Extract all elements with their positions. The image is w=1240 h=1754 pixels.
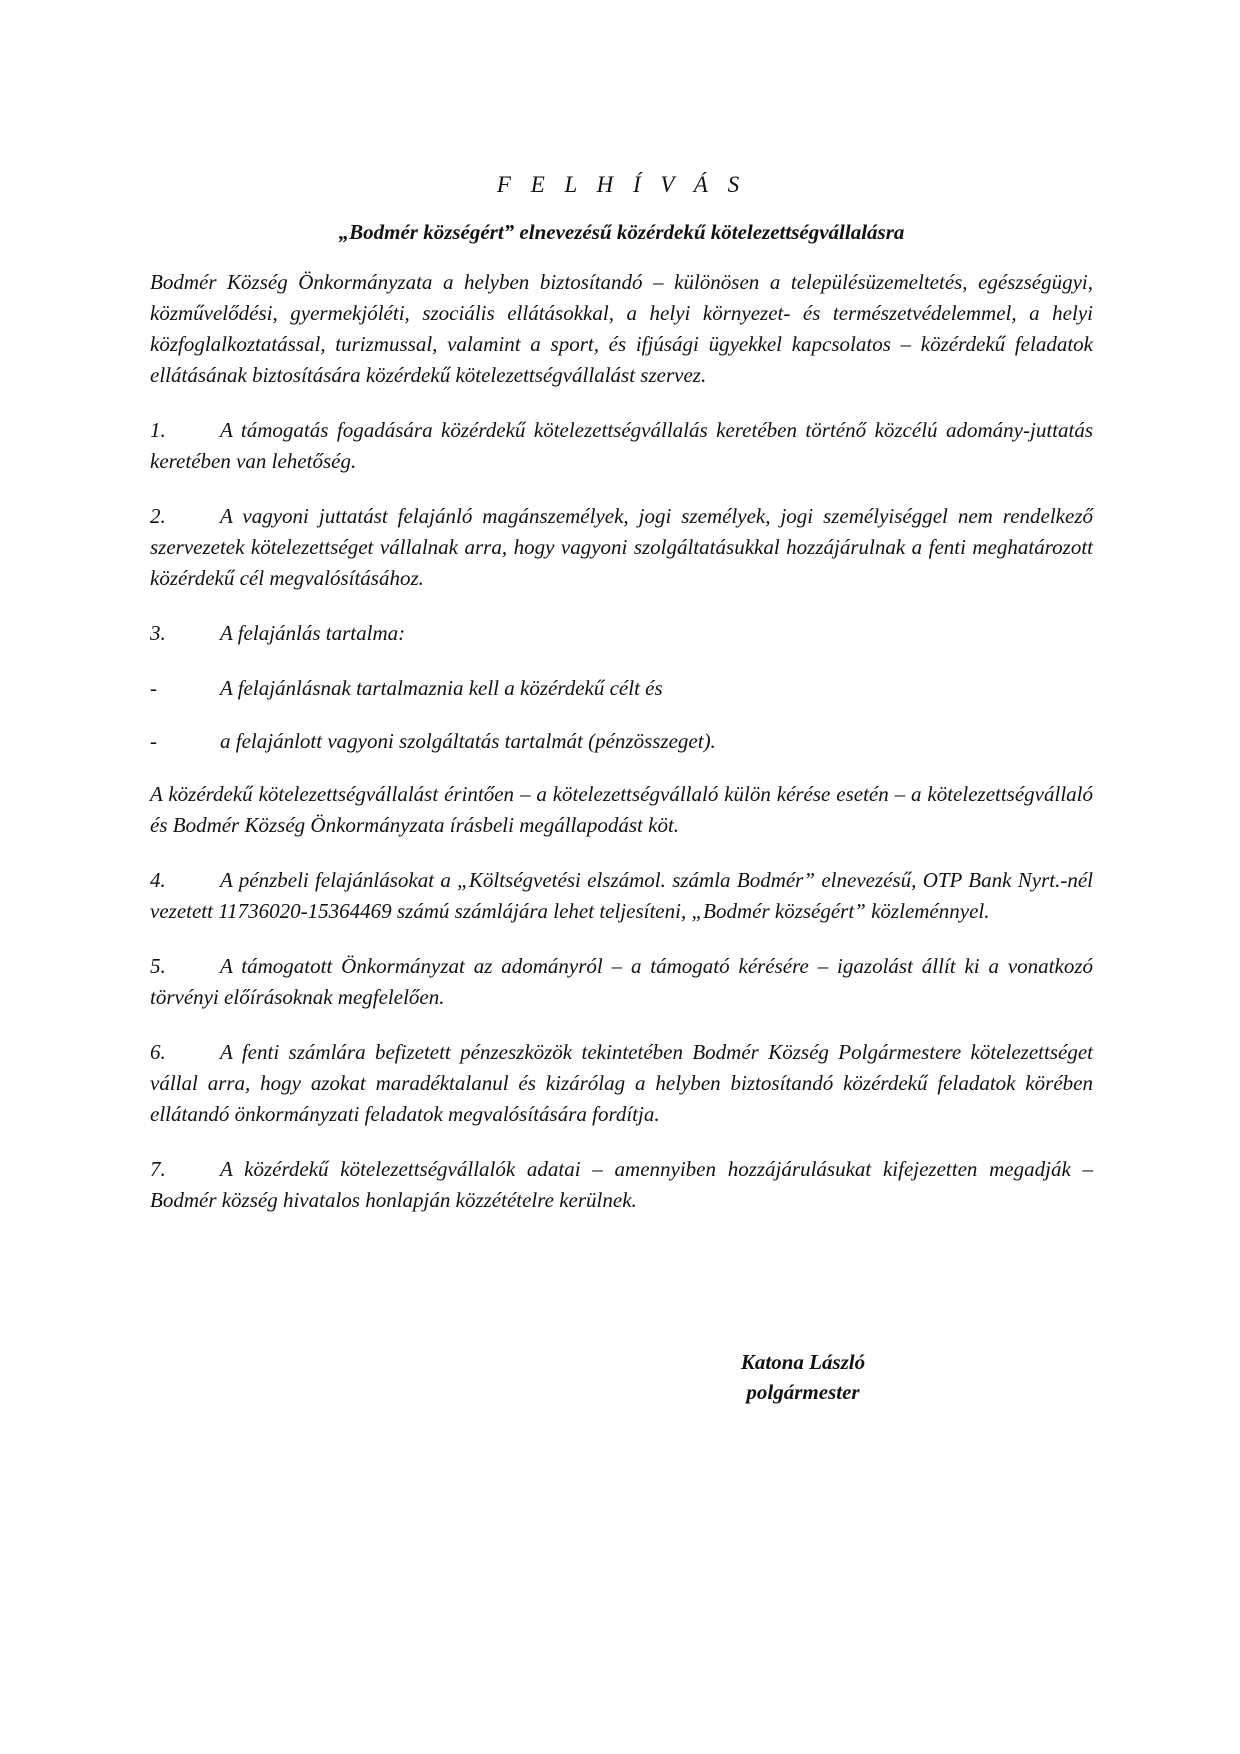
document-page (150, 172, 1093, 1404)
item-text: A vagyoni juttatást felajánló magánszemélyek, jogi személyek, jogi személyiséggel nem rendelkező szervezetek kötelezettséget vállalnak arra, hogy vagyoni szolgáltatásukkal hozzájárulnak a fenti meghatározott közérdekű cél megvalósításához. (150, 504, 1093, 590)
document-subtitle: „Bodmér községért” elnevezésű közérdekű kötelezettségvállalásra (338, 220, 905, 244)
dash-item (150, 726, 1093, 757)
item-number: 6. (150, 1040, 166, 1064)
item-text: A felajánlás tartalma: (220, 621, 406, 645)
item-text: A fenti számlára befizetett pénzeszközök tekintetében Bodmér Község Polgármestere kötelezettséget vállal arra, hogy azokat maradéktalanul és kizárólag a helyben biztosítandó közérdekű feladatok körében ellátandó önkormányzati feladatok megvalósítására fordítja. (150, 1040, 1093, 1126)
numbered-item (150, 415, 1093, 477)
numbered-item (150, 501, 1093, 594)
dash-item-text: a felajánlott vagyoni szolgáltatás tartalmát (pénzösszeget). (220, 729, 716, 753)
item-text: A támogatás fogadására közérdekű kötelezettségvállalás keretében történő közcélú adomány-juttatás keretében van lehetőség. (150, 418, 1093, 473)
document-title: F E L H Í V Á S (496, 172, 747, 197)
item-number: 2. (150, 504, 166, 528)
signatory-role: polgármester (746, 1380, 860, 1404)
item-number: 3. (150, 621, 166, 645)
dash-item-text: A felajánlásnak tartalmaznia kell a közérdekű célt és (220, 676, 663, 700)
item-text: A pénzbeli felajánlásokat a „Költségvetési elszámol. számla Bodmér” elnevezésű, OTP Bank Nyrt.-nél vezetett 11736020-15364469 számú számlájára lehet teljesíteni, „Bodmér községért” közleménnyel. (150, 868, 1093, 923)
item-number: 5. (150, 954, 166, 978)
numbered-item (150, 1154, 1093, 1216)
item-number: 1. (150, 418, 166, 442)
item-number: 4. (150, 868, 166, 892)
numbered-item (150, 865, 1093, 927)
signatory-name: Katona László (740, 1350, 866, 1374)
dash-marker: - (150, 729, 157, 753)
agreement-paragraph: A közérdekű kötelezettségvállalást érintően – a kötelezettségvállaló külön kérése esetén – a kötelezettségvállaló és Bodmér Község Önkormányzata írásbeli megállapodást köt. (150, 782, 1093, 837)
signature-block (693, 1347, 913, 1407)
item-text: A támogatott Önkormányzat az adományról – a támogató kérésére – igazolást állít ki a vonatkozó törvényi előírásoknak megfelelően. (150, 954, 1093, 1009)
item-text: A közérdekű kötelezettségvállalók adatai – amennyiben hozzájárulásukat kifejezetten megadják – Bodmér község hivatalos honlapján közzétételre kerülnek. (150, 1157, 1093, 1212)
item-number: 7. (150, 1157, 166, 1181)
numbered-item (150, 1037, 1093, 1130)
dash-item (150, 673, 1093, 704)
intro-paragraph: Bodmér Község Önkormányzata a helyben biztosítandó – különösen a településüzemeltetés, egészségügyi, közművelődési, gyermekjóléti, szociális ellátásokkal, a helyi környezet- és természetvédelemmel, a helyi közfoglalkoztatással, turizmussal, valamint a sport, és ifjúsági ügyekkel kapcsolatos – közérdekű feladatok ellátásának biztosítására közérdekű kötelezettségvállalást szervez. (150, 270, 1093, 387)
numbered-item (150, 618, 1093, 649)
dash-marker: - (150, 676, 157, 700)
numbered-item (150, 951, 1093, 1013)
